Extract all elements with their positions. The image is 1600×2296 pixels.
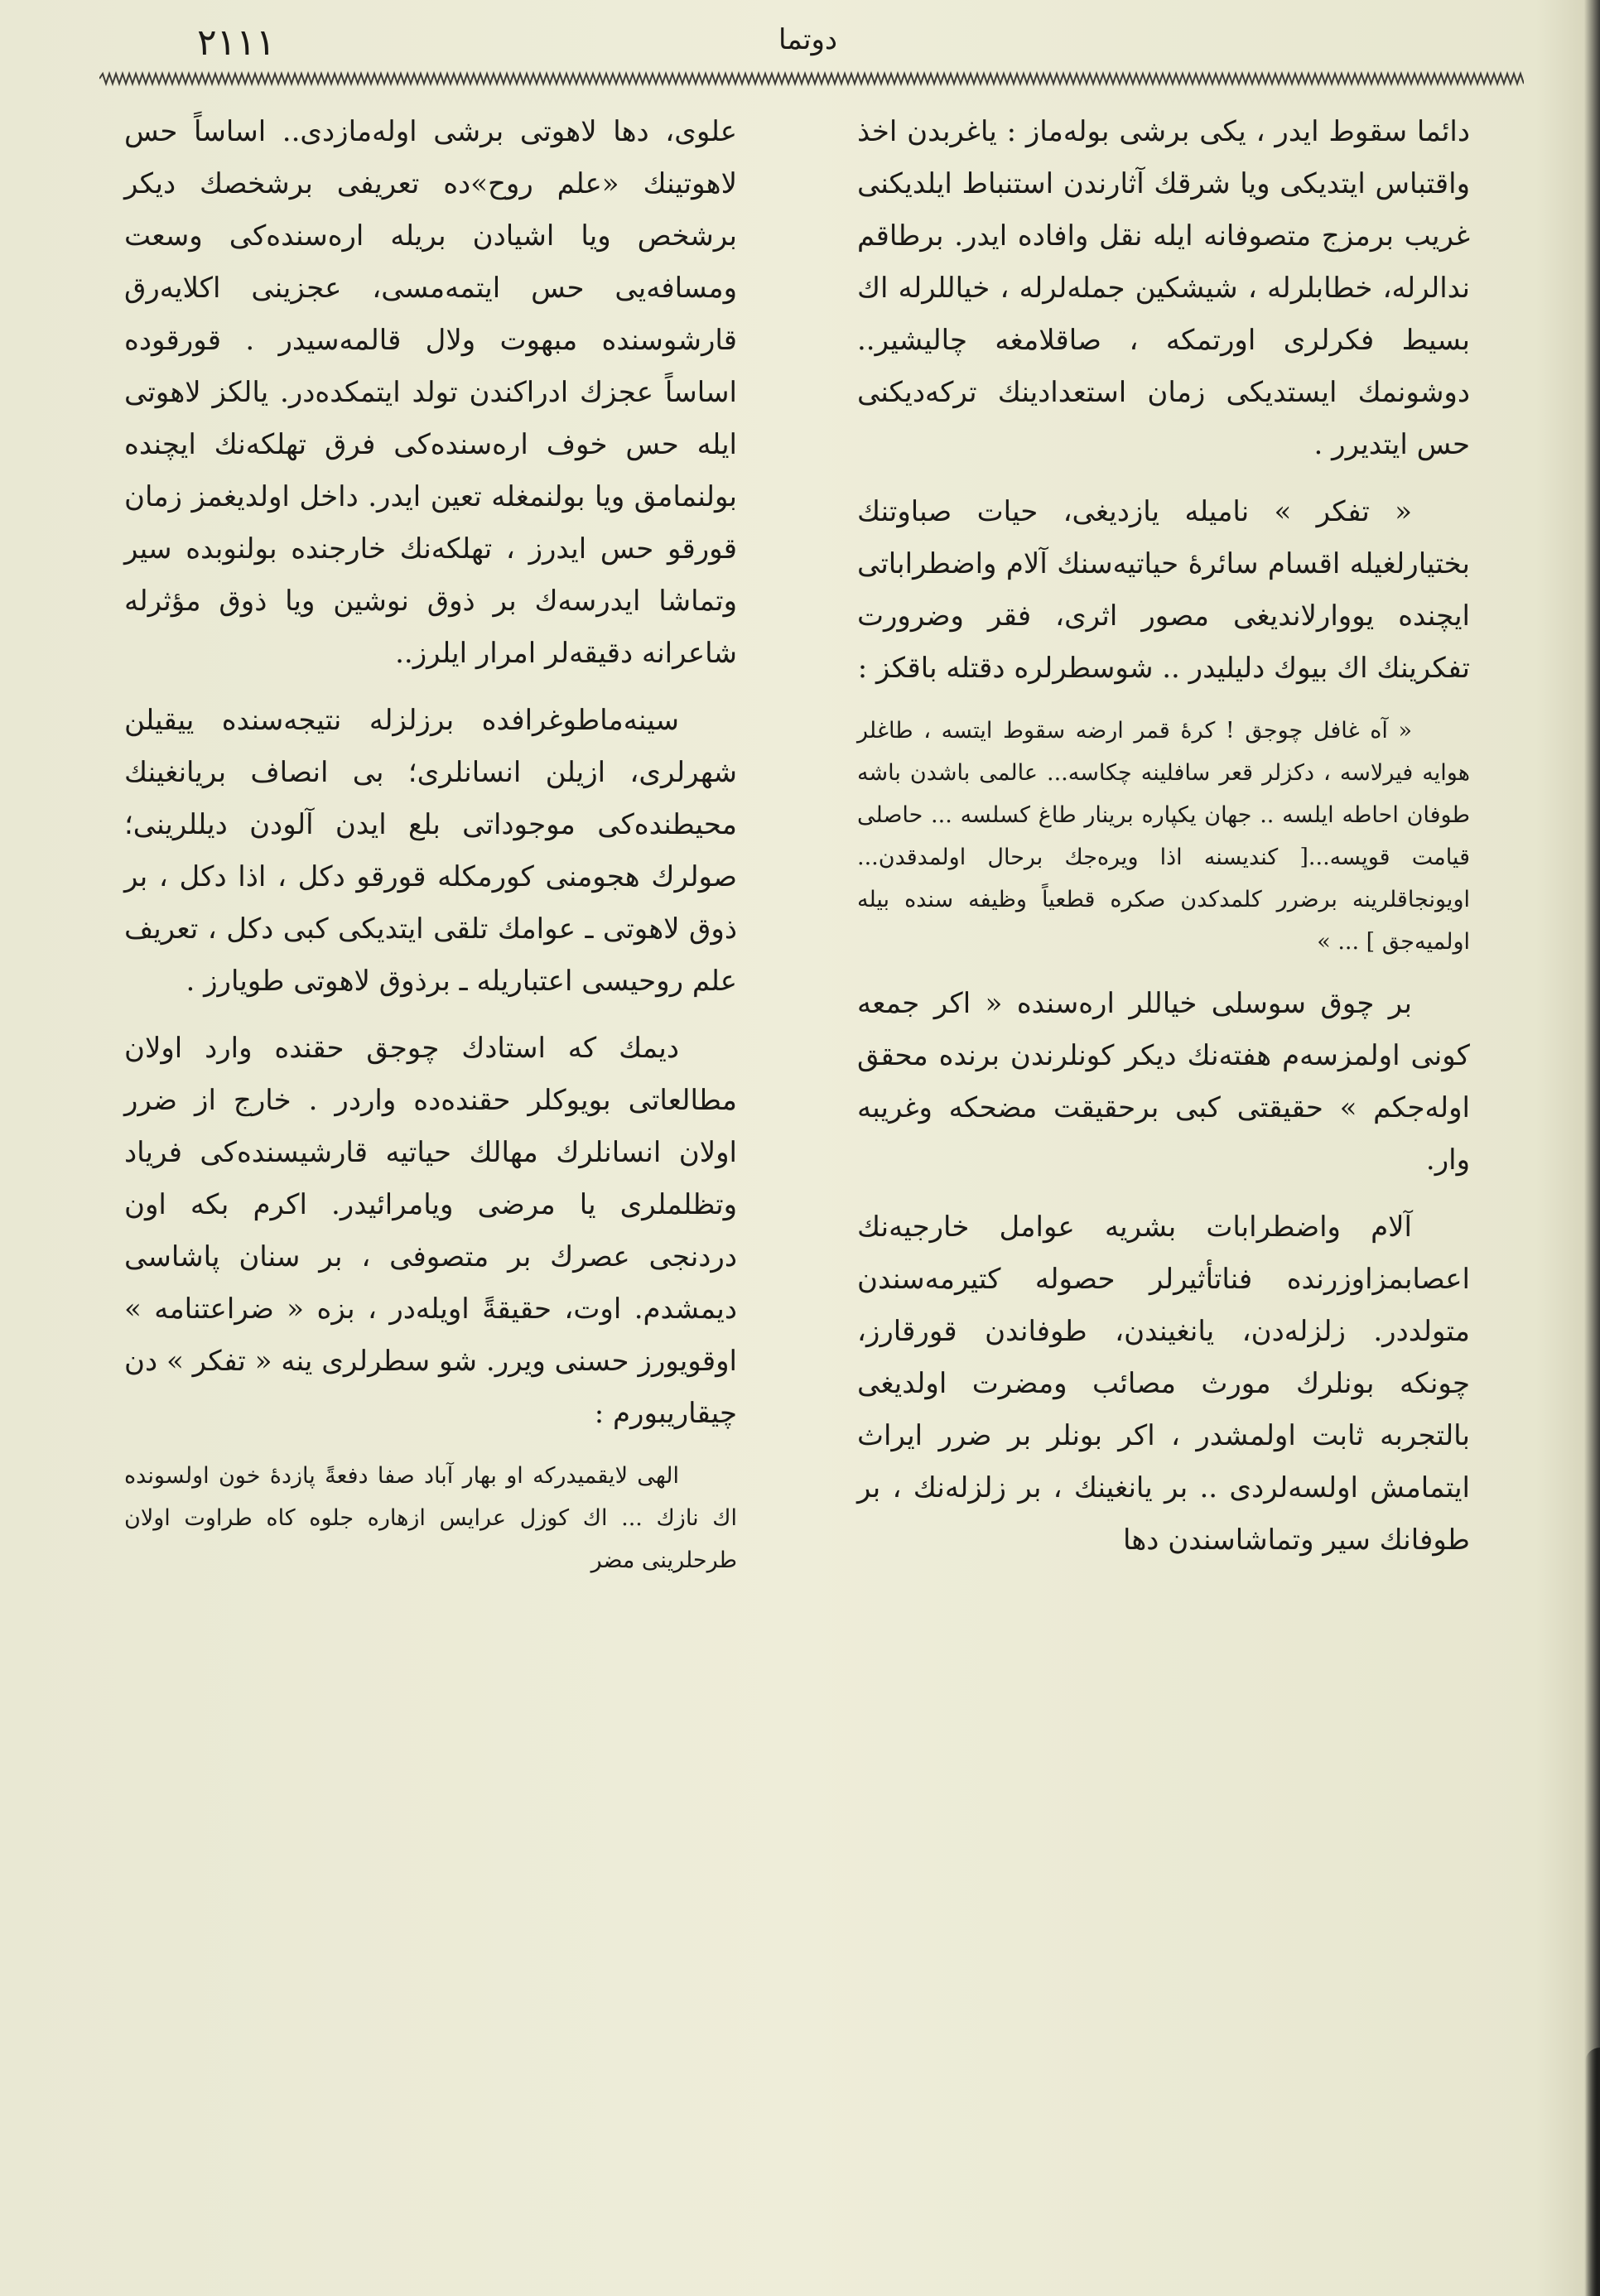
- paragraph: سينه‌ماطوغرافده برزلزله نتيجه‌سنده ييقيلن شهرلرى، ازيلن انسانلرى؛ بى انصاف بريانغينك محيطنده‌كى موجوداتى بلع ايدن آلودن ديللرينى؛ صولرك هجومنى كورمكله قورقو دكل ، اذا دكل ، بر ذوق لاهوتى ـ عوامك تلقى ايتديكى كبى دكل ، تعريف علم روحيسى اعتباريله ـ برذوق لاهوتى طويارز .: [124, 704, 737, 998]
- page-edge-shadow: [1585, 2048, 1600, 2296]
- running-title: دوتما: [778, 23, 838, 56]
- page-header: [0, 15, 1600, 65]
- paragraph: ديمك كه استادك چوجق حقنده وارد اولان مطالعاتى بويوكلر حقنده‌ده واردر . خارج از ضرر اولان انسانلرك مهالك حياتيه قارشيسنده‌كى فرياد وتظلملرى يا مرضى ويامرائيدر. اكرم بكه اون دردنجى عصرك بر متصوفى ، بر سنان پاشاسى ديمشدم. اوت، حقيقةً اويله‌در ، بزه « ضراعتنامه » اوقويورز حسنى ويرر. شو سطرلرى ينه « تفكر » دن چيقاريبورم :: [124, 1032, 737, 1430]
- block-quote: الهى لايقميدركه او بهار آباد صفا دفعةً پازدهٔ خون اولسونده اك نازك ... اك كوزل عرايس ازهاره جلوه كاه طراوت اولان طرحلرينى مضر: [124, 1463, 737, 1573]
- paragraph: علوى، دها لاهوتى برشى اوله‌مازدى.. اساساً حس لاهوتينك «علم روح»ده تعريفى برشخصك ديكر برشخص ويا اشيادن بريله ارەسنده‌كى وسعت ومسافه‌يى حس ايتمه‌مسى، عجزينى اكلايه‌رق قارشوسنده مبهوت ولال قالمه‌سيدر . قورقوده اساساً عجزك ادراكندن تولد ايتمكده‌در. يالكز لاهوتى ايله حس خوف ارەسنده‌كى فرق تهلكه‌نك ايچنده بولنمامق ويا بولنمغله تعين ايدر. داخل اولديغمز زمان قورقو حس ايدرز ، تهلكه‌نك خارجنده بولنوبده سير وتماشا ايدرسه‌ك بر ذوق نوشين ويا ذوق مؤثرله شاعرانه دقيقه‌لر امرار ايلرز..: [124, 115, 737, 670]
- page-number: ٢١١١: [197, 22, 276, 64]
- paragraph: آلام واضطرابات بشريه عوامل خارجيه‌نك اعصابمزاوزرنده فناتأثيرلر حصوله كتيرمه‌سندن متولددر. زلزله‌دن، يانغيندن، طوفاندن قورقارز، چونكه بونلرك مورث مصائب ومضرت اولديغى بالتجربه ثابت اولمشدر ، اكر بونلر بر ضرر ايراث ايتمامش اولسه‌لردى .. بر يانغينك ، بر زلزله‌نك ، بر طوفانك سير وتماشاسندن دها: [857, 1211, 1470, 1557]
- paragraph: دائما سقوط ايدر ، يكى برشى بوله‌ماز : ياغربدن اخذ واقتباس ايتديكى ويا شرقك آثارندن استنباط ايلديكنى غريب برمزج متصوفانه ايله نقل وافاده ايدر. برطاقم ندالرله، خطابلرله ، شيشكين جمله‌لرله ، خياللرله اك بسيط فكرلرى اورتمكه ، صاقلامغه چاليشير.. دوشونمك ايستديكى زمان استعدادينك تركه‌ديكنى حس ايتديرر .: [857, 115, 1470, 461]
- left-column: [124, 106, 737, 1596]
- block-quote: « آه غافل چوجق ! كرهٔ قمر ارضه سقوط ايتسه ، طاغلر هوايه فيرلاسه ، دكزلر قعر سافلينه چكاسه... عالمى باشدن باشه طوفان احاطه ايلسه .. جهان يكپاره برينار طاغ كسلسه ... حاصلى قيامت قوپسه...[ كنديسنه اذا ويره‌جك برحال اولمدقدن... اويونجاقلرينه برضرر كلمدكدن صكره قطعياً وظيفه سنده بيله اولميه‌جق ] ... »: [857, 718, 1470, 955]
- right-column: [857, 106, 1470, 1581]
- paragraph: بر چوق سوسلى خياللر ارەسنده « اكر جمعه كونى اولمزسه‌م هفته‌نك ديكر كونلرندن برنده محقق اوله‌جكم » حقيقتى كبى برحقيقت مضحكه وغريبه وار.: [857, 987, 1470, 1177]
- paragraph: « تفكر » ناميله يازديغى، حيات صباوتنك بختيارلغيله اقسام سائرهٔ حياتيه‌سنك آلام واضطراباتى ايچنده يووارلانديغى مصور اثرى، فقر وضرورت تفكرينك اك بيوك دليليدر .. شوسطرلره دقتله باقكز :: [857, 495, 1470, 685]
- wavy-divider-rule: [99, 71, 1524, 86]
